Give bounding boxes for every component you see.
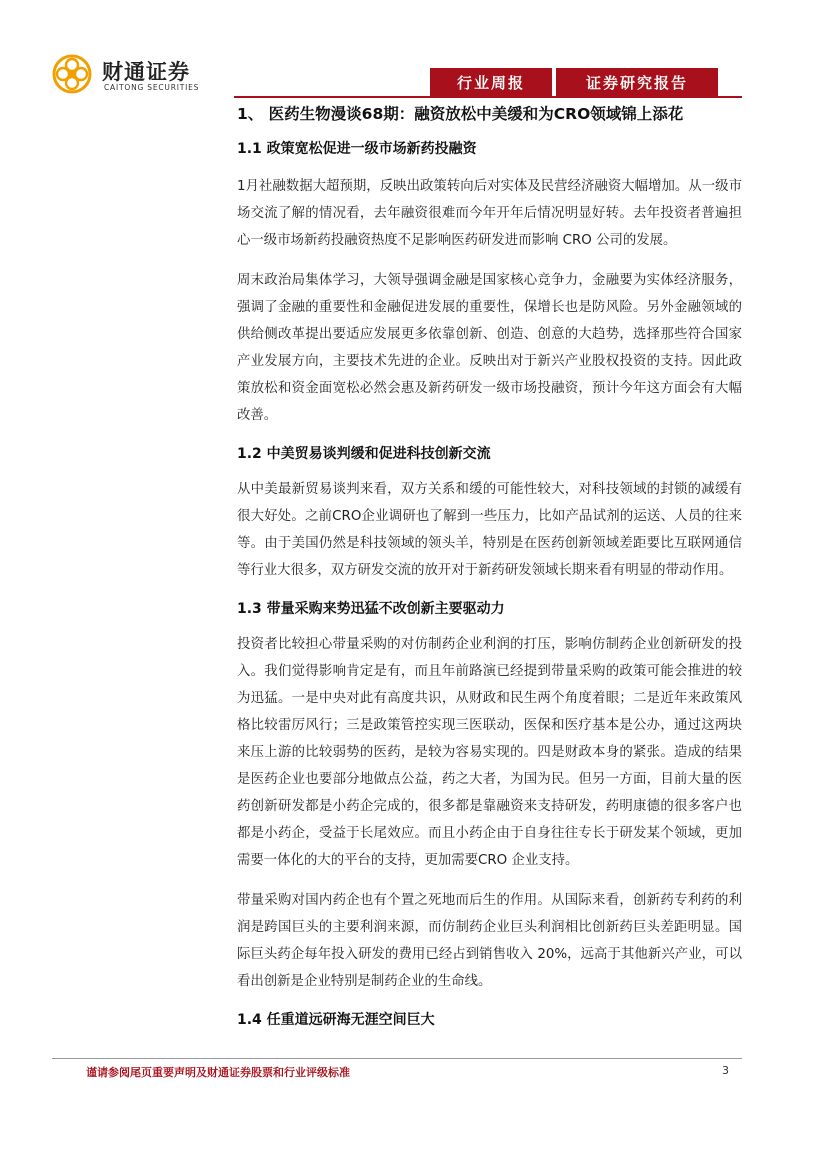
page-number: 3 (722, 1064, 729, 1077)
main-title: 1、 医药生物漫谈68期：融资放松中美缓和为CRO领域锦上添花 (237, 105, 684, 123)
section-title-1-2: 1.2 中美贸易谈判缓和促进科技创新交流 (237, 446, 491, 462)
section-title-1-4: 1.4 任重道远研海无涯空间巨大 (237, 1012, 435, 1028)
footer-disclaimer: 谨请参阅尾页重要声明及财通证券股票和行业评级标准 (86, 1066, 350, 1079)
logo-english-name: CAITONG SECURITIES (104, 83, 200, 92)
footer-divider (52, 1058, 742, 1059)
report-type-tab: 行业周报 (430, 68, 552, 96)
paragraph: 投资者比较担心带量采购的对仿制药企业利润的打压，影响仿制药企业创新研发的投入。我们觉得影响肯定是有，而且年前路演已经提到带量采购的政策可能会推进的较为迅猛。一是中央对此有高度共识，从财政和民生两个角度着眼；二是近年来政策风格比较雷厉风行；三是政策管控实现三医联动，医保和医疗基本是公办，通过这两块来压上游的比较弱势的医药，是较为容易实现的。四是财政本身的紧张。造成的结果是医药企业也要部分地做点公益，药之大者，为国为民。但另一方面，目前大量的医药创新研发都是小药企完成的，很多都是靠融资来支持研发，药明康德的很多客户也都是小药企，受益于长尾效应。而且小药企由于自身往往专长于研发某个领域，更加需要一体化的大的平台的支持，更加需要CRO 企业支持。 (237, 637, 742, 868)
section-title-1-3: 1.3 带量采购来势迅猛不改创新主要驱动力 (237, 601, 505, 617)
caitong-logo-icon (52, 54, 92, 94)
research-report-tab: 证券研究报告 (556, 68, 718, 96)
company-logo (52, 50, 242, 100)
paragraph: 带量采购对国内药企也有个置之死地而后生的作用。从国际来看，创新药专利药的利润是跨国巨头的主要利润来源，而仿制药企业巨头利润相比创新药巨头差距明显。国际巨头药企每年投入研发的费用已经占到销售收入 20%，远高于其他新兴产业，可以看出创新是企业特别是制药企业的生命线。 (237, 893, 742, 989)
paragraph: 周末政治局集体学习，大领导强调金融是国家核心竞争力，金融要为实体经济服务，强调了金融的重要性和金融促进发展的重要性，保增长也是防风险。另外金融领域的供给侧改革提出要适应发展更多依靠创新、创造、创意的大趋势，选择那些符合国家产业发展方向，主要技术先进的企业。反映出对于新兴产业股权投资的支持。因此政策放松和资金面宽松必然会惠及新药研发一级市场投融资，预计今年这方面会有大幅改善。 (237, 273, 742, 423)
logo-chinese-name: 财通证券 (102, 60, 190, 84)
paragraph: 从中美最新贸易谈判来看，双方关系和缓的可能性较大，对科技领域的封锁的减缓有很大好处。之前CRO企业调研也了解到一些压力，比如产品试剂的运送、人员的往来等。由于美国仍然是科技领域的领头羊，特别是在医药创新领域差距要比互联网通信等行业大很多，双方研发交流的放开对于新药研发领域长期来看有明显的带动作用。 (237, 482, 742, 578)
header-tabs (430, 68, 718, 96)
paragraph: 1月社融数据大超预期，反映出政策转向后对实体及民营经济融资大幅增加。从一级市场交流了解的情况看，去年融资很难而今年开年后情况明显好转。去年投资者普遍担心一级市场新药投融资热度不足影响医药研发进而影响 CRO 公司的发展。 (237, 179, 742, 248)
report-body (237, 98, 742, 1030)
section-title-1-1: 1.1 政策宽松促进一级市场新药投融资 (237, 141, 477, 157)
